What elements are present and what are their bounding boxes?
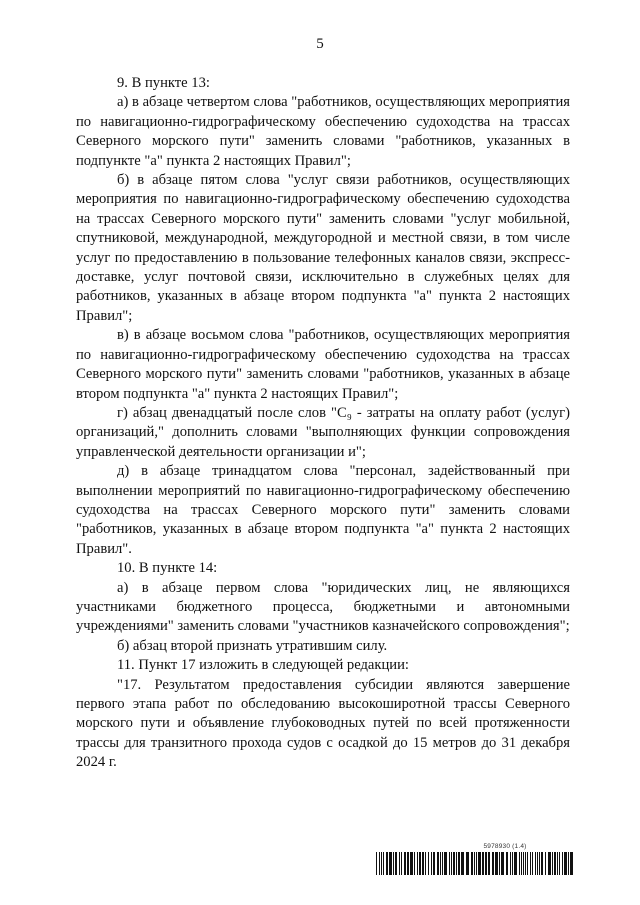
paragraph-subitem-9b: б) в абзаце пятом слова "услуг связи работников, осуществляющих мероприятия по навигационно-гидрографическому обеспечению судоходства на трассах Северного морского пути" заменить словами "услуг мобильной, спутниковой, международной, междугородной и местной связи, в том числе услуг по предоставлению в пользование телефонных каналов связи, экспресс-доставке, услуг почтовой связи, исключительно в служебных целях для работников, указанных в абзаце втором подпункта "а" пункта 2 настоящих Правил";: [76, 172, 570, 324]
document-body: [76, 74, 570, 773]
paragraph-item-11: 11. Пункт 17 изложить в следующей редакции:: [117, 657, 409, 674]
paragraph-item-9: 9. В пункте 13:: [117, 75, 210, 91]
paragraph-subitem-10b: б) абзац второй признать утратившим силу.: [117, 637, 388, 654]
paragraph-item-17-text: "17. Результатом предоставления субсидии являются завершение первого этапа работ по обследованию высокоширотной трассы Северного морского пути и объявление глубоководных путей по всей протяженности трассы для транзитного прохода судов с осадкой до 15 метров до 31 декабря 2024 г.: [76, 676, 570, 771]
document-code: 5978930 (1.4): [483, 843, 527, 850]
paragraph-subitem-10a: а) в абзаце первом слова "юридических лиц, не являющихся участниками бюджетного процесса, бюджетными и автономными учреждениями" заменить словами "участников казначейского сопровождения";: [76, 579, 570, 635]
paragraph-subitem-9d: д) в абзаце тринадцатом слова "персонал, задействованный при выполнении мероприятий по навигационно-гидрографическому обеспечению судоходства на трассах Северного морского пути" заменить словами "работников, указанных в абзаце втором подпункта "а" пункта 2 настоящих Правил".: [76, 463, 570, 557]
paragraph-subitem-9a: а) в абзаце четвертом слова "работников, осуществляющих мероприятия по навигационно-гидрографическому обеспечению судоходства на трассах Северного морского пути" заменить словами "работников, указанных в подпункте "а" пункта 2 настоящих Правил";: [76, 94, 570, 169]
barcode-icon: [376, 852, 573, 875]
page-number: 5: [316, 36, 324, 52]
paragraph-subitem-9v: в) в абзаце восьмом слова "работников, осуществляющих мероприятия по навигационно-гидрографическому обеспечению судоходства на трассах Северного морского пути" заменить словами "работников, указанных в абзаце втором подпункта "а" пункта 2 настоящих Правил";: [76, 327, 570, 402]
paragraph-item-10: 10. В пункте 14:: [117, 560, 218, 577]
paragraph-subitem-9g: г) абзац двенадцатый после слов "C₉ - затраты на оплату работ (услуг) организаций," дополнить словами "выполняющих функции сопровождения управленческой деятельности организации и";: [76, 404, 570, 460]
